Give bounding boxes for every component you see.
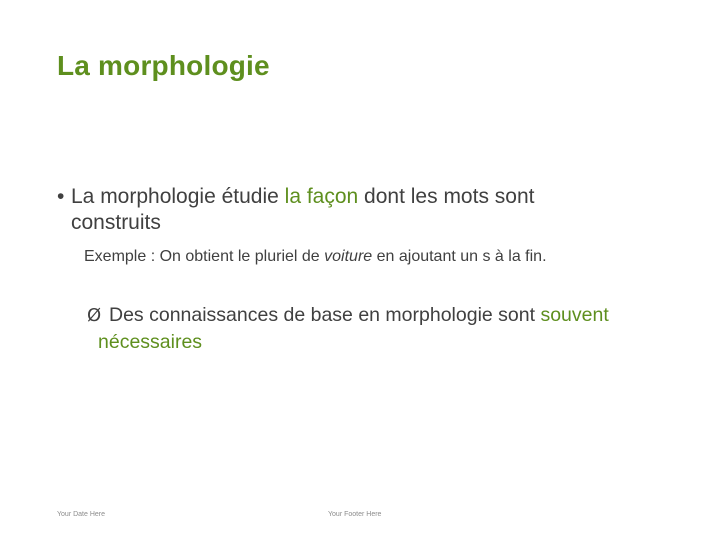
- footer-date: Your Date Here: [57, 511, 105, 518]
- main-bullet: [57, 184, 657, 236]
- example-text-before: Exemple : On obtient le pluriel de: [84, 248, 325, 265]
- bullet-icon: •: [57, 185, 65, 208]
- arrow-text-line2: nécessaires: [98, 331, 203, 353]
- example-text-italic: voiture: [324, 248, 373, 265]
- arrow-text-highlight: souvent: [540, 304, 609, 326]
- bullet-text-highlight: la façon: [284, 185, 359, 208]
- bullet-text-before: La morphologie étudie: [71, 185, 285, 208]
- arrow-bullet-icon: Ø: [87, 305, 102, 326]
- bullet-text-after: dont les mots sont: [358, 185, 535, 208]
- example-line: [84, 248, 547, 266]
- bullet-text-line2: construits: [71, 211, 161, 234]
- example-text-after: en ajoutant un s à la fin.: [372, 248, 547, 265]
- slide-title: La morphologie: [57, 50, 270, 81]
- arrow-text-before: Des connaissances de base en morphologie sont: [109, 304, 541, 326]
- arrow-bullet: [87, 302, 687, 355]
- footer-text: Your Footer Here: [328, 511, 382, 518]
